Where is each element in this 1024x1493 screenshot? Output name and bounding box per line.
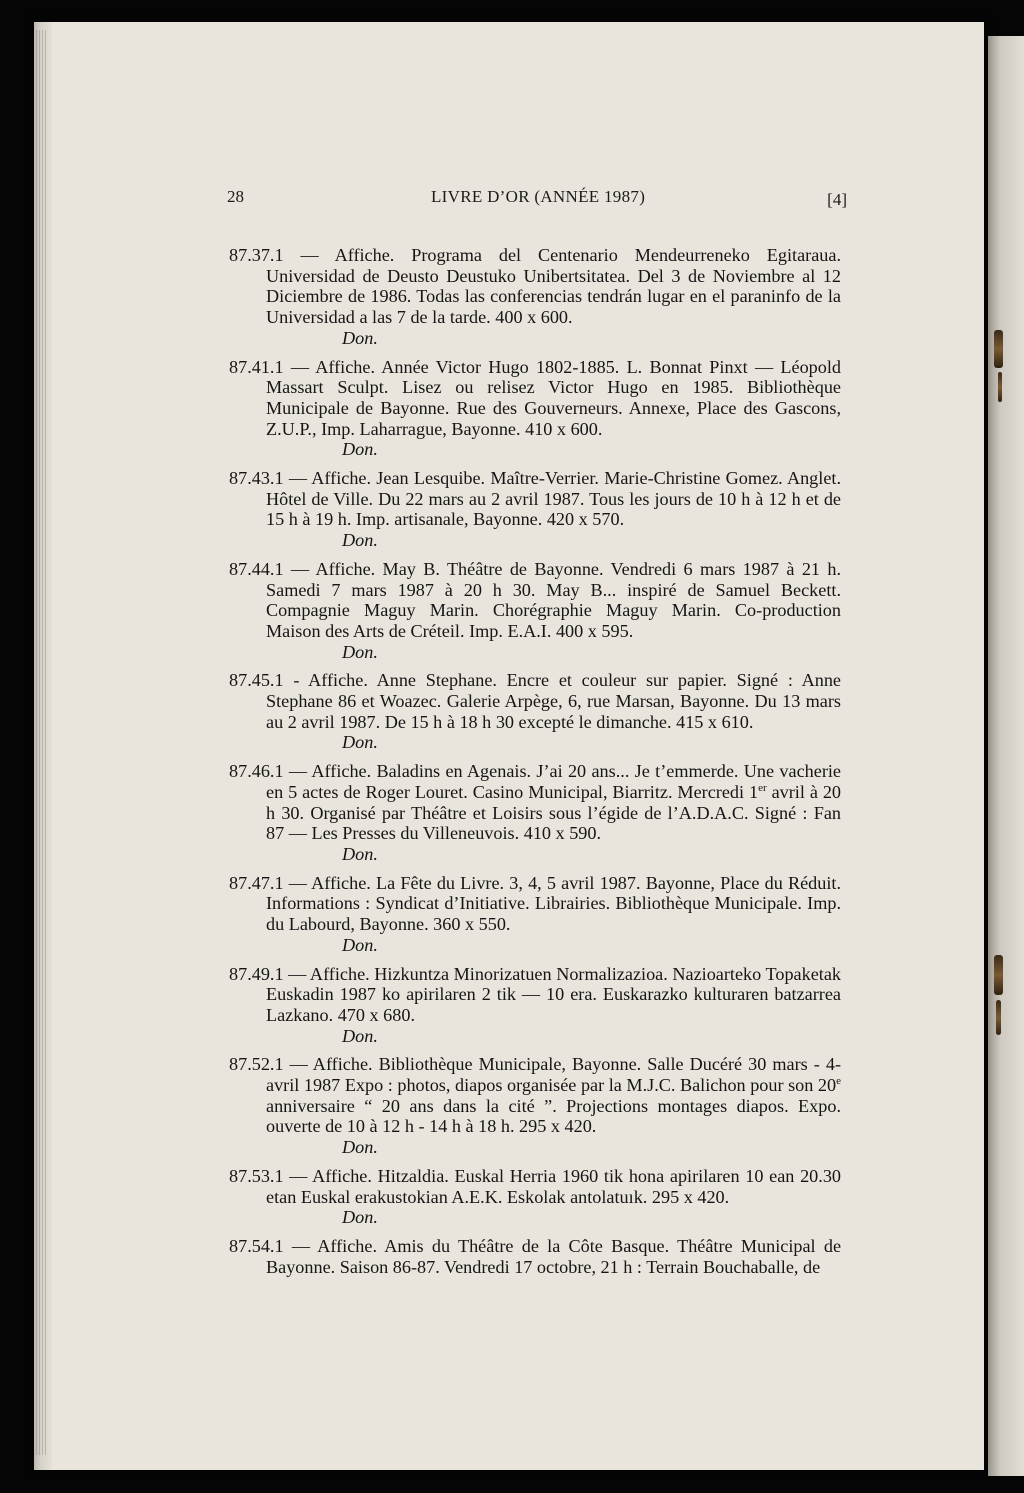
entry-text-continued: anniversaire “ 20 ans dans la cité ”. Projections montages diapos. Expo. ouverte de 10 à 12 h - 14 h à 18 h. 295 x 420. [266, 1095, 841, 1137]
running-header [227, 187, 847, 217]
section-marker: [4] [827, 190, 847, 209]
entry-body [229, 468, 841, 530]
entry-provenance: Don. [342, 1137, 378, 1158]
entry-body [229, 964, 841, 1026]
catalog-entry [229, 1236, 841, 1277]
entry-text: — Affiche. Programa del Centenario Mendeurreneko Egitaraua. Universidad de Deusto Deustuko Unibertsitatea. Del 3 de Noviembre al 12 Diciembre de 1986. Todas las conferencias tendrán lugar en el paraninfo de la Universidad a las 7 de la tarde. 400 x 600. [266, 245, 841, 328]
entry-number: 87.45.1 [229, 670, 284, 691]
entry-body [229, 357, 841, 440]
catalog-entry [229, 1166, 841, 1228]
entry-provenance: Don. [342, 934, 378, 955]
catalog-entry [229, 245, 841, 349]
entry-text: - Affiche. Anne Stephane. Encre et couleur sur papier. Signé : Anne Stephane 86 et Woazec. Galerie Arpège, 6, rue Marsan, Bayonne. Du 13 mars au 2 avril 1987. De 15 h à 18 h 30 excepté le dimanche. 415 x 610. [266, 670, 841, 732]
entry-body [229, 873, 841, 935]
ordinal-superscript: er [758, 781, 767, 794]
entry-text-continued: avril à 20 h 30. Organisé par Théâtre et Loisirs sous l’égide de l’A.D.A.C. Signé : Fan 87 — Les Presses du Villeneuvois. 410 x 590. [266, 781, 842, 844]
entry-number: 87.41.1 [229, 356, 284, 377]
entry-provenance: Don. [342, 1207, 378, 1228]
entry-provenance: Don. [342, 843, 378, 864]
catalog-entry [229, 964, 841, 1047]
entry-number: 87.47.1 [229, 872, 284, 893]
page-title: LIVRE D’OR (ANNÉE 1987) [431, 187, 646, 206]
entry-body [229, 245, 841, 328]
catalog-entry [229, 670, 841, 753]
adjacent-page-edge [988, 36, 1024, 1476]
entry-text: — Affiche. May B. Théâtre de Bayonne. Vendredi 6 mars 1987 à 21 h. Samedi 7 mars 1987 à 20 h 30. May B... inspiré de Samuel Beckett. Compagnie Maguy Marin. Chorégraphie Maguy Marin. Co-production Maison des Arts de Créteil. Imp. E.A.I. 400 x 595. [266, 558, 842, 641]
entry-number: 87.44.1 [229, 558, 284, 579]
entry-body [229, 1054, 841, 1137]
entry-number: 87.49.1 [229, 963, 284, 984]
entry-text: — Affiche. Bibliothèque Municipale, Bayonne. Salle Ducéré 30 mars - 4-avril 1987 Expo : photos, diapos organisée par la M.J.C. Balichon pour son 20 [266, 1054, 841, 1096]
entry-number: 87.54.1 [229, 1235, 284, 1256]
entry-text: — Affiche. Hitzaldia. Euskal Herria 1960 tik hona apirilaren 10 ean 20.30 etan Euskal erakustokian A.E.K. Eskolak antolatuık. 295 x 420. [266, 1165, 842, 1207]
entry-text: — Affiche. Année Victor Hugo 1802-1885. L. Bonnat Pinxt — Léopold Massart Sculpt. Lisez ou relisez Victor Hugo en 1985. Bibliothèque Municipale de Bayonne. Rue des Gouverneurs. Annexe, Place des Gascons, Z.U.P., Imp. Laharrague, Bayonne. 410 x 600. [266, 356, 841, 439]
entry-body [229, 761, 841, 844]
entry-text: — Affiche. La Fête du Livre. 3, 4, 5 avril 1987. Bayonne, Place du Réduit. Informations : Syndicat d’Initiative. Librairies. Bibliothèque Municipale. Imp. du Labourd, Bayonne. 360 x 550. [266, 872, 842, 935]
catalog-entry [229, 559, 841, 663]
catalog-entries [229, 245, 841, 1285]
entry-number: 87.52.1 [229, 1054, 284, 1075]
page-stack-lines [36, 30, 46, 1455]
binding-stain [994, 330, 1003, 368]
binding-stain [998, 372, 1002, 402]
ordinal-superscript: e [836, 1074, 841, 1087]
binding-stain [996, 1000, 1001, 1035]
entry-body [229, 670, 841, 732]
entry-number: 87.43.1 [229, 468, 284, 489]
entry-provenance: Don. [342, 1025, 378, 1046]
entry-provenance: Don. [342, 732, 378, 753]
entry-text: — Affiche. Baladins en Agenais. J’ai 20 ans... Je t’emmerde. Une vacherie en 5 actes de Roger Louret. Casino Municipal, Biarritz. Mercredi 1 [266, 761, 841, 802]
entry-number: 87.46.1 [229, 761, 284, 782]
entry-number: 87.53.1 [229, 1165, 284, 1186]
entry-provenance: Don. [342, 327, 378, 348]
entry-body [229, 559, 841, 642]
entry-provenance: Don. [342, 641, 378, 662]
catalog-entry [229, 761, 841, 865]
entry-body [229, 1236, 841, 1277]
binding-stain [994, 955, 1003, 995]
entry-text: — Affiche. Hizkuntza Minorizatuen Normalizazioa. Nazioarteko Topaketak Euskadin 1987 ko apirilaren 2 tik — 10 era. Euskarazko kulturaren batzarrea Lazkano. 470 x 680. [266, 963, 841, 1025]
entry-number: 87.37.1 [229, 245, 284, 265]
catalog-entry [229, 873, 841, 956]
entry-text: — Affiche. Jean Lesquibe. Maître-Verrier. Marie-Christine Gomez. Anglet. Hôtel de Ville. Du 22 mars au 2 avril 1987. Tous les jours de 10 h à 12 h et de 15 h à 19 h. Imp. artisanale, Bayonne. 420 x 570. [266, 468, 841, 530]
page-number: 28 [227, 187, 244, 206]
catalog-entry [229, 1054, 841, 1158]
entry-body [229, 1166, 841, 1207]
entry-provenance: Don. [342, 530, 378, 551]
entry-provenance: Don. [342, 439, 378, 460]
catalog-entry [229, 357, 841, 461]
entry-text: — Affiche. Amis du Théâtre de la Côte Basque. Théâtre Municipal de Bayonne. Saison 86-87. Vendredi 17 octobre, 21 h : Terrain Bouchaballe, de [266, 1235, 842, 1277]
catalog-entry [229, 468, 841, 551]
